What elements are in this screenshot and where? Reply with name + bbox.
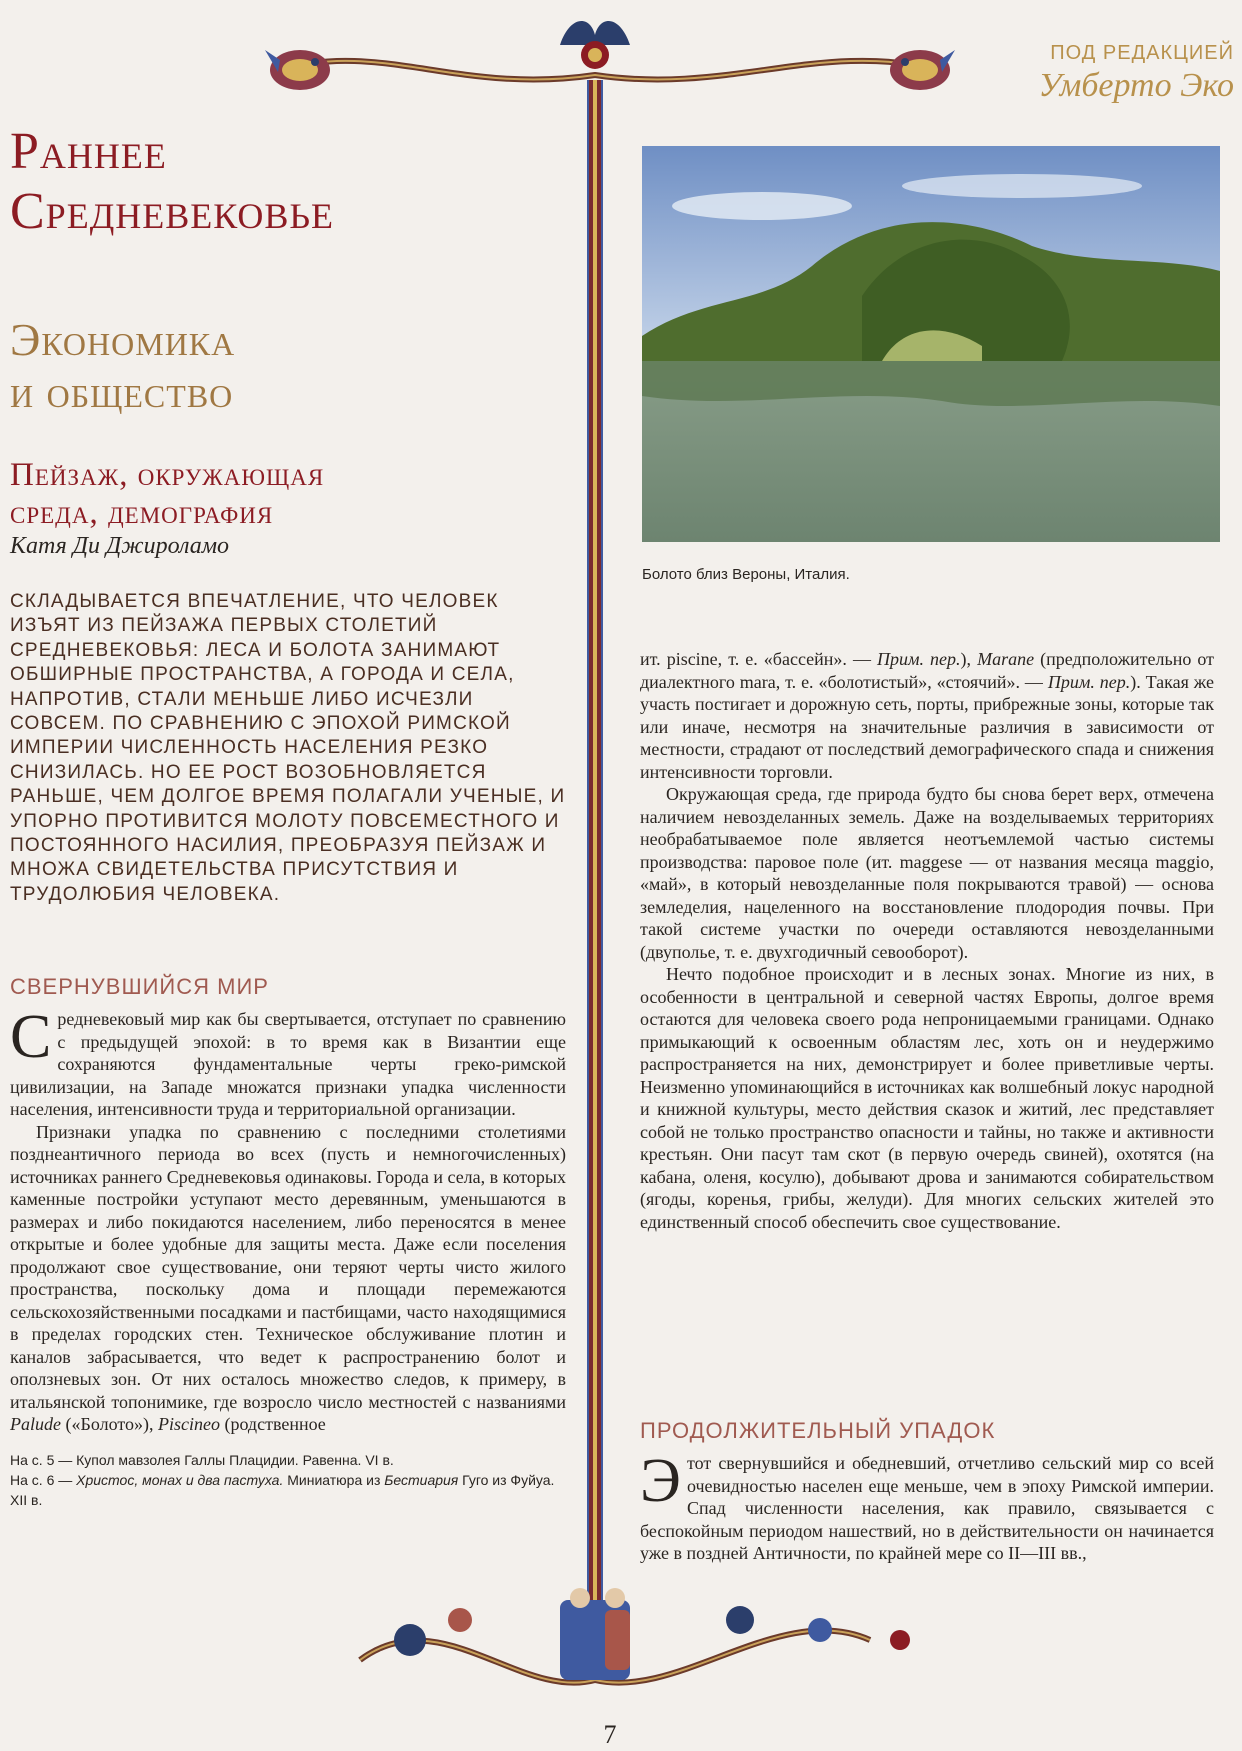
author-name: Катя Ди Джироламо — [10, 533, 230, 559]
page-number: 7 — [603, 1720, 617, 1749]
left-creature-icon — [265, 50, 330, 90]
lead-paragraph: СКЛАДЫВАЕТСЯ ВПЕЧАТЛЕНИЕ, ЧТО ЧЕЛОВЕК ИЗЪЯТ ИЗ ПЕЙЗАЖА ПЕРВЫХ СТОЛЕТИЙ СРЕДНЕВЕКОВЬЯ: ЛЕСА И БОЛОТА ЗАНИМАЮТ ОБШИРНЫЕ ПРОСТРАНСТВА, А ГОРОДА И СЕЛА, НАПРОТИВ, СТАЛИ МЕНЬШЕ ЛИБО ИСЧЕЗЛИ СОВСЕМ. ПО СРАВНЕНИЮ С ЭПОХОЙ РИМСКОЙ ИМПЕРИИ ЧИСЛЕННОСТЬ НАСЕЛЕНИЯ РЕЗКО СНИЗИЛАСЬ. НО ЕЕ РОСТ ВОЗОБНОВЛЯЕТСЯ РАНЬШЕ, ЧЕМ ДОЛГОЕ ВРЕМЯ ПОЛАГАЛИ УЧЕНЫЕ, И УПОРНО ПРОТИВИТСЯ МОЛОТУ ПОВСЕМЕСТНОГО И ПОСТОЯННОГО НАСИЛИЯ, ПРЕОБРАЗУЯ ПЕЙЗАЖ И МНОЖА СВИДЕТЕЛЬСТВА ПРИСУТСТВИЯ И ТРУДОЛЮБИЯ ЧЕЛОВЕКА. — [10, 591, 566, 905]
top-crest-icon — [560, 21, 630, 69]
series-editor-label: ПОД РЕДАКЦИЕЙ — [1050, 42, 1234, 64]
footnote: На с. 6 — Христос, монах и два пастуха. Миниатюра из Бестиария Гуго из Фуйуа. XII в. — [10, 1471, 555, 1508]
swamp-photo — [642, 146, 1220, 542]
bottom-figures-icon — [560, 1588, 630, 1680]
swamp-landscape-icon — [642, 146, 1220, 542]
dropcap: Э — [640, 1447, 681, 1515]
subhead-collapsed-world: СВЕРНУВШИЙСЯ МИР — [10, 974, 269, 999]
paragraph: Средневековый мир как бы свертывается, отступает по сравнению с предыдущей эпохой: в то время как в Византии еще сохраняются фундаментальные черты греко-римской цивилизации, на Западе множатся признаки упадка численности населения, интенсивности труда и территориальной организации. — [10, 1003, 566, 1119]
period-title: Раннее Средневековье — [10, 123, 335, 240]
chapter-title: Пейзаж, окружающая среда, демография — [10, 457, 325, 531]
paragraph: Этот свернувшийся и обедневший, отчетливо сельский мир со всей очевидностью населен еще меньше, чем в эпоху Римской империи. Спад численности населения, как правило, связывается с беспокойным периодом нашествий, но в действительности он начинается уже в поздней Античности, по крайней мере со II—III вв., — [640, 1447, 1214, 1563]
paragraph: Признаки упадка по сравнению с последними столетиями позднеантичного периода во всех (пусть и немногочисленных) источниках раннего Средневековья одинаковы. Города и села, в которых каменные постройки уступают место деревянным, уменьшаются в размерах и либо покидаются населением, либо переносятся в менее открытые и более удобные для защиты места. Даже если поселения продолжают свое существование, они теряют черты чисто жилого пространства, поскольку дома и площади перемежаются сельскохозяйственными посадками и пастбищами, часто находящимися в пределах городских стен. Техническое обслуживание плотин и каналов забрасывается, что ведет к распространению болот и оползневых зон. От них осталось множество следов, к примеру, в итальянской топонимике, где возросло число местностей с названиями Palude («Болото»), Piscineo (родственное — [10, 1121, 566, 1434]
dropcap: С — [10, 1003, 52, 1071]
paragraph: Нечто подобное происходит и в лесных зонах. Многие из них, в особенности в центральной и северной частях Европы, долгое время остаются для человека своего рода непроницаемыми границами. Однако примыкающий к освоенным областям лес, хоть он и неудержимо распространяется на них, демонстрирует и более приветливые черты. Неизменно упоминающийся в источниках как волшебный локус народной и книжной культуры, место действия сказок и житий, лес представляет собой не только пространство опасности и тайны, но также и активности крестьян. Они пасут там скот (в первую очередь свиней), охотятся (на кабана, оленя, косулю), добывают дрова и занимаются собирательством (ягоды, коренья, грибы, желуди). Для многих сельских жителей это единственный способ обеспечить свое существование. — [640, 964, 1214, 1232]
column-left — [10, 974, 566, 1510]
footnote: На с. 5 — Купол мавзолея Галлы Плацидии. Равенна. VI в. — [10, 1451, 394, 1468]
column-right — [640, 648, 1214, 1233]
section-title: Экономика и общество — [10, 314, 236, 417]
paragraph: Окружающая среда, где природа будто бы снова берет верх, отмечена наличием невозделанных земель. Даже на возделываемых территориях необрабатываемое поле является неотъемлемой частью системы производства: паровое поле (ит. maggese — от названия месяца maggio, «май», в который невозделанные поля покрываются травой) — основа земледелия, нацеленного на восстановление плодородия почвы. При такой системе участки по очереди оставляются невозделанными (двуполье, т. е. двухгодичный севооборот). — [640, 784, 1214, 962]
photo-caption: Болото близ Вероны, Италия. — [642, 566, 850, 583]
right-creature-icon — [890, 50, 955, 90]
paragraph: ит. piscine, т. е. «бассейн». — Прим. пер.), Marane (предположительно от диалектного mara, т. е. «болотистый», «стоячий». — Прим. пер.). Такая же участь постигает и дорожную сеть, порты, прибрежные зоны, которые так или иначе, несмотря на значительные различия в зависимости от местности, страдают от последствий демографического спада и снижения интенсивности торговли. — [640, 649, 1215, 782]
series-label — [994, 42, 1242, 105]
footnotes — [10, 1450, 566, 1510]
column-right-lower — [640, 1418, 1214, 1565]
series-editor-name: Умберто Эко — [1038, 67, 1234, 104]
subhead-prolonged-decline: ПРОДОЛЖИТЕЛЬНЫЙ УПАДОК — [640, 1418, 996, 1443]
